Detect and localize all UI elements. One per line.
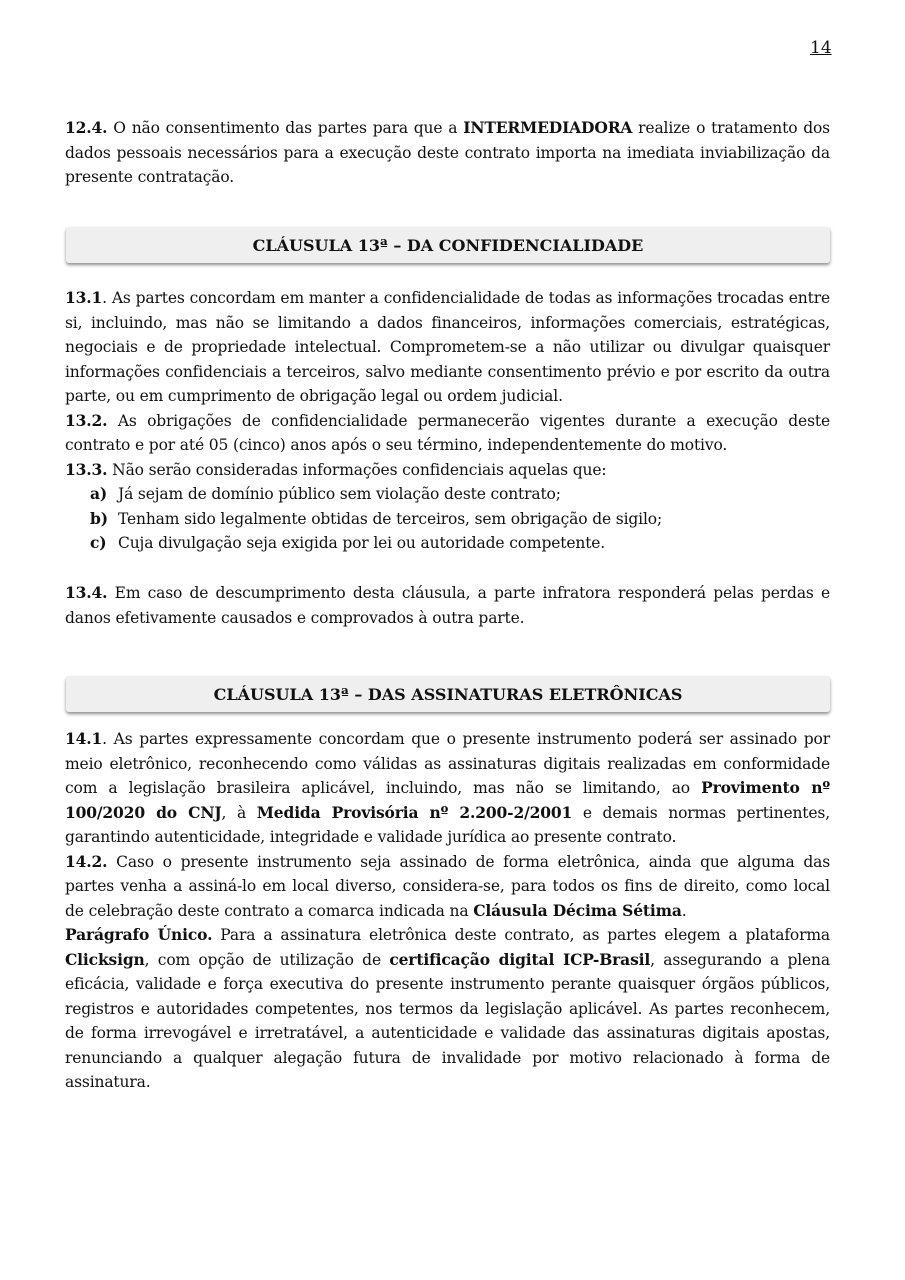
paragraph-13-2 (65, 409, 830, 458)
clause-text: , à (221, 803, 257, 822)
list-item (65, 507, 830, 532)
clause-text: . (681, 901, 687, 920)
clause-number: Parágrafo Único. (65, 925, 213, 944)
clause-text: , assegurando a plena eficácia, validade e força executiva do presente instrumento perante quaisquer órgãos públicos, registros e autoridades competentes, nos termos da legislação aplicável. As partes reconhecem, de forma irrevogável e irretratável, a autenticidade e validade das assinaturas digitais apostas, renunciando a qualquer alegação futura de invalidade por motivo relacionado à forma de assinatura. (65, 950, 830, 1091)
exceptions-list (65, 482, 830, 556)
clause-number: 14.1 (65, 729, 103, 748)
clause-number: 14.2. (65, 851, 108, 871)
list-item-text: Cuja divulgação seja exigida por lei ou autoridade competente. (118, 534, 606, 552)
paragraph-14-1 (65, 727, 830, 850)
clause-bold-text: certificação digital ICP-Brasil (389, 949, 651, 969)
clause-number: 13.1 (65, 288, 103, 307)
clause-bold-text: Clicksign (65, 949, 145, 969)
clause-bold-text: Medida Provisória nº 2.200-2/2001 (256, 802, 573, 822)
paragraph-14-2 (65, 850, 830, 924)
paragraph-13-3 (65, 458, 830, 483)
clause-text: Caso o presente instrumento seja assinado de forma eletrônica, ainda que alguma das partes venha a assiná-lo em local diverso, considera-se, para todos os fins de direito, como local de celebração deste contrato a comarca indicada na (65, 852, 830, 920)
list-marker: a) (90, 484, 108, 503)
paragraph-13-4 (65, 581, 830, 630)
list-marker: b) (90, 508, 108, 528)
paragraph-12-4 (65, 116, 830, 190)
clause-bold-text: Cláusula Décima Sétima (473, 900, 682, 920)
paragraph-unico (65, 923, 830, 1095)
clause-text: realize o tratamento dos dados pessoais necessários para a execução deste contrato importa na imediata inviabilização da presente contratação. (65, 119, 830, 186)
list-item (65, 531, 830, 556)
clause-text: . As partes concordam em manter a confidencialidade de todas as informações trocadas entre si, incluindo, mas não se limitando a dados financeiros, informações comerciais, estratégicas, negociais e de propriedade intelectual. Comprometem-se a não utilizar ou divulgar quaisquer informações confidenciais a terceiros, salvo mediante consentimento prévio e por escrito da outra parte, ou em cumprimento de obrigação legal ou ordem judicial. (65, 289, 830, 405)
clause-text: O não consentimento das partes para que a (107, 119, 464, 137)
clause-number: 13.3. (65, 459, 108, 479)
clause-13-4 (65, 581, 830, 630)
clause-text: . As partes expressamente concordam que o presente instrumento poderá ser assinado por meio eletrônico, reconhecendo como válidas as assinaturas digitais realizadas em conformidade com a legislação brasileira aplicável, incluindo, mas não se limitando, ao (65, 730, 830, 797)
clause-number: 12.4. (65, 118, 108, 137)
list-item-text: Tenham sido legalmente obtidas de terceiros, sem obrigação de sigilo; (118, 509, 663, 528)
list-marker: c) (90, 533, 107, 552)
clause-12-4 (65, 116, 830, 190)
section-confidencialidade-body (65, 286, 830, 556)
clause-bold-text: Provimento nº 100/2020 do CNJ (65, 778, 830, 822)
paragraph-13-1 (65, 286, 830, 409)
page-number: 14 (810, 38, 832, 58)
list-item-text: Já sejam de domínio público sem violação deste contrato; (118, 485, 561, 503)
clause-text: Não serão consideradas informações confidenciais aquelas que: (107, 460, 607, 479)
clause-text: Para a assinatura eletrônica deste contrato, as partes elegem a plataforma (212, 926, 830, 944)
clause-number: 13.2. (65, 410, 108, 430)
clause-text: Em caso de descumprimento desta cláusula, a parte infratora responderá pelas perdas e danos efetivamente causados e comprovados à outra parte. (65, 584, 830, 627)
clause-number: 13.4. (65, 583, 108, 602)
clause-text: As obrigações de confidencialidade permanecerão vigentes durante a execução deste contrato e por até 05 (cinco) anos após o seu término, independentemente do motivo. (65, 411, 830, 454)
list-item (65, 482, 830, 507)
clause-text: , com opção de utilização de (144, 950, 390, 969)
clause-bold-text: INTERMEDIADORA (463, 118, 633, 137)
section-heading-confidencialidade: CLÁUSULA 13ª – DA CONFIDENCIALIDADE (66, 227, 830, 263)
clause-text: e demais normas pertinentes, garantindo autenticidade, integridade e validade jurídica ao presente contrato. (65, 803, 830, 846)
section-assinaturas-body (65, 727, 830, 1095)
section-heading-assinaturas: CLÁUSULA 13ª – DAS ASSINATURAS ELETRÔNICAS (66, 676, 830, 712)
